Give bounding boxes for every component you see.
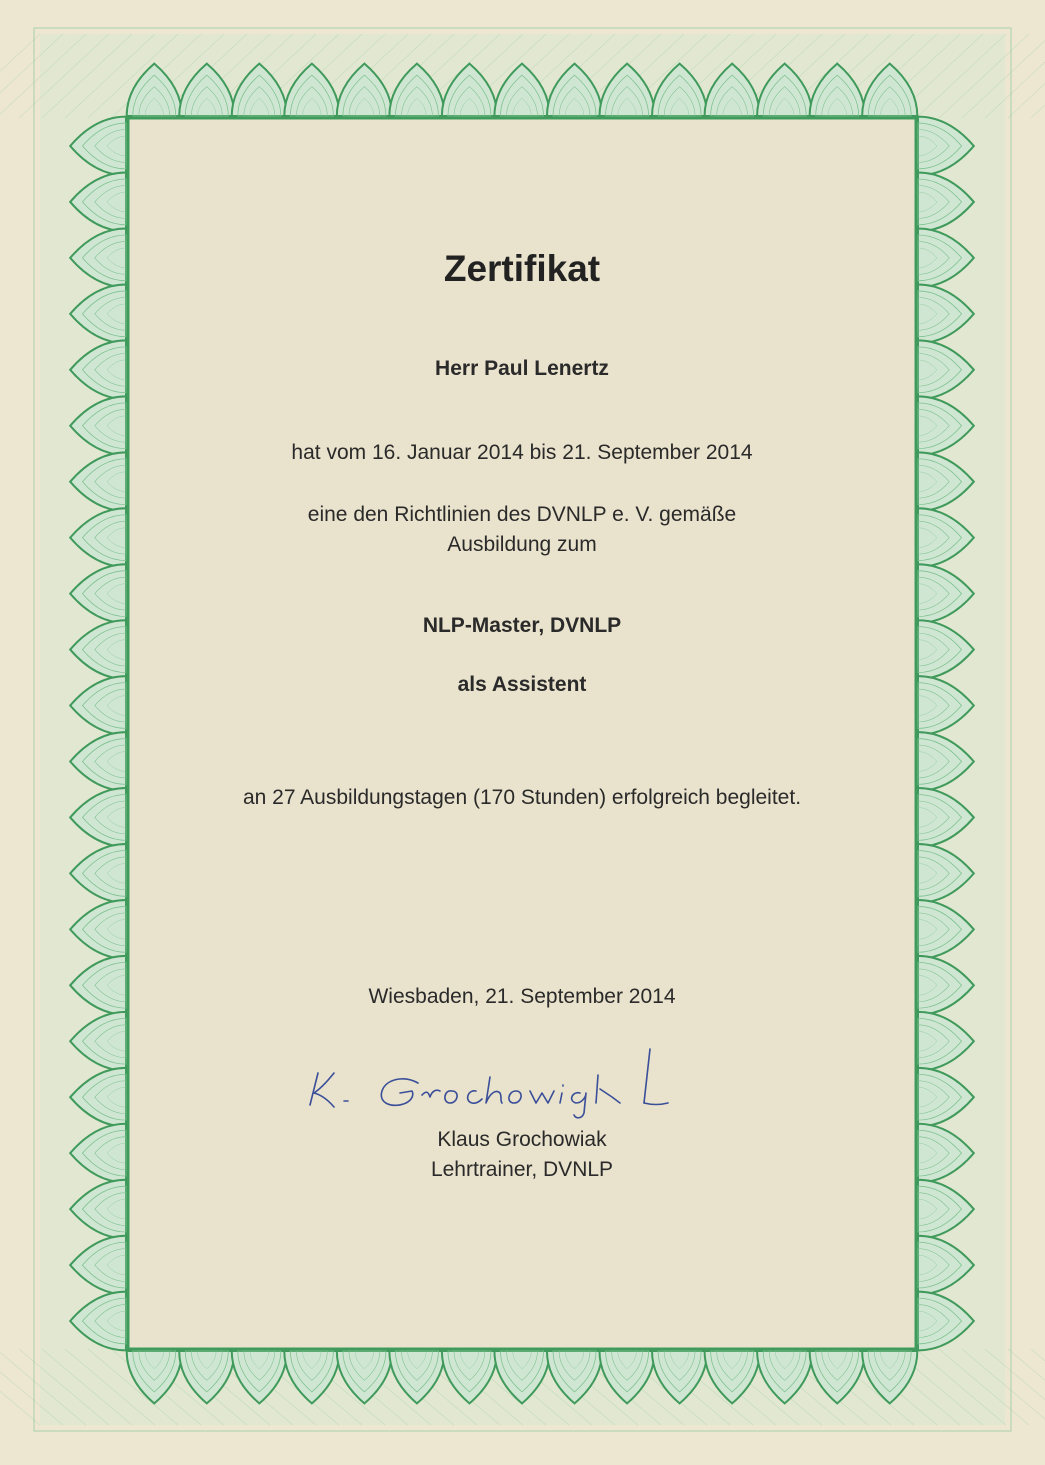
recipient-name: Herr Paul Lenertz xyxy=(435,357,609,380)
guideline-text: eine den Richtlinien des DVNLP e. V. gemäße xyxy=(307,503,737,526)
completion-text: an 27 Ausbildungstagen (170 Stunden) erfolgreich begleitet. xyxy=(242,786,802,809)
signer-name: Klaus Grochowiak xyxy=(437,1128,607,1151)
certificate-title: Zertifikat xyxy=(443,248,601,289)
role-text: als Assistent xyxy=(457,673,587,696)
training-period: hat vom 16. Januar 2014 bis 21. September 2014 xyxy=(291,441,753,464)
qualification-title: NLP-Master, DVNLP xyxy=(422,614,622,637)
training-text: Ausbildung zum xyxy=(447,533,597,556)
signer-title: Lehrtrainer, DVNLP xyxy=(430,1158,614,1181)
place-date: Wiesbaden, 21. September 2014 xyxy=(368,985,676,1008)
handwritten-signature xyxy=(300,1045,680,1125)
